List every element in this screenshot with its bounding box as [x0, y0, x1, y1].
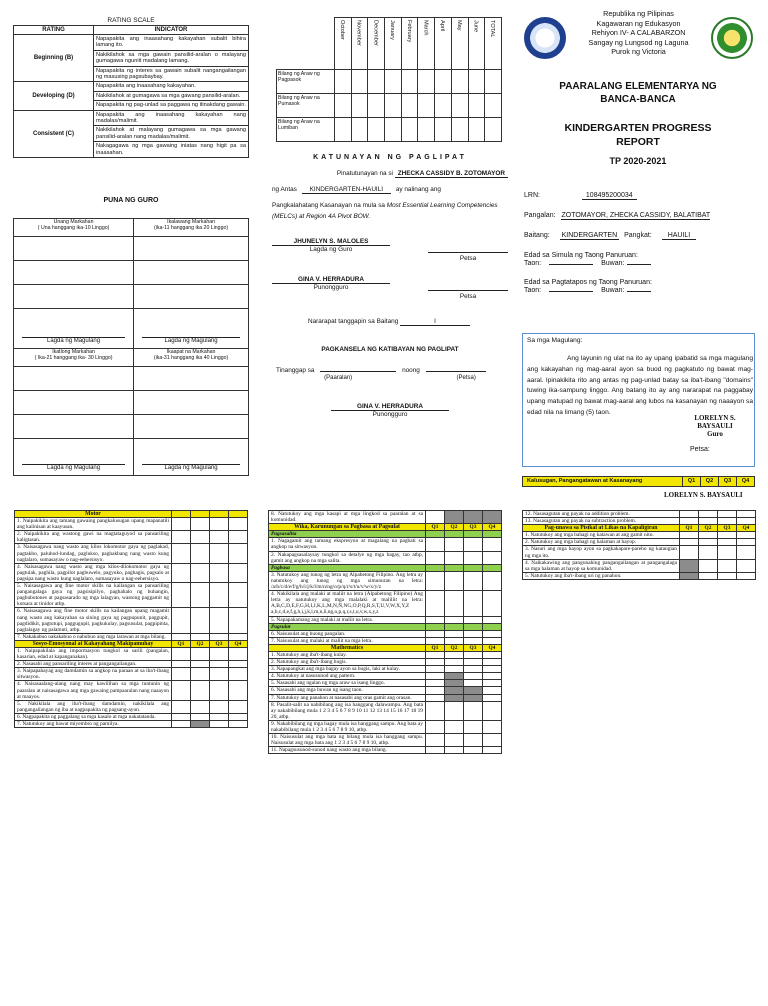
month-header: January [385, 18, 402, 70]
age-end-label: Edad sa Pagtatapos ng Taong Panuruan: [524, 279, 652, 286]
parent-sign-label: Lagda ng Magulang [142, 464, 240, 471]
q-label: Q3 [718, 525, 737, 532]
cert-line-2 [272, 186, 508, 194]
month-header: June [468, 18, 485, 70]
wika-title: Wika, Karunungan sa Pagbasa at Pagsulat [269, 524, 426, 531]
socio-item: 8. Natutukoy ang mga kasapi at mga lingkod sa paaralan at sa komunidad. [269, 511, 426, 524]
sign-cell [14, 439, 134, 476]
math-item: 2. Natutukoy ang iba't-ibang hugis. [269, 659, 426, 666]
cancel-line [272, 367, 508, 374]
socio-item: 7. Natutukoy ang bawat miyembro ng pamilya. [15, 721, 172, 728]
indicator: Nakikilahok sa mga gawain pansilid-aralan o malayang gumagawa nguniit madalang lamang. [94, 50, 249, 66]
cert-grade: KINDERGARTEN-HAUILI [302, 186, 391, 194]
month-header: March [418, 18, 435, 70]
math-item: 3. Napapangkat ang mga bagay ayon sa hugis, laki at kulay. [269, 666, 426, 673]
grade-value: KINDERGARTEN [561, 232, 618, 239]
cert-body-2: Most Essential Learning Competencies (MELCs) at Region 4A Pivot BOW. [272, 202, 498, 220]
parent-letter [522, 333, 755, 467]
section-value: HAUILI [662, 232, 697, 240]
parent-sign-label: Lagda ng Magulang [22, 337, 125, 344]
cancel-school-label: (Paaralan) [324, 375, 353, 381]
indicator: Napapakita ang inaasahang kakayahan. [94, 82, 249, 91]
wika-item: 5. Napapakamang ang malaki at maliit na letra. [269, 616, 426, 623]
header-line: Kagawaran ng Edukasyon [596, 18, 681, 28]
cert-student-name: ZHECKA CASSIDY B. ZOTOMAYOR [395, 170, 508, 178]
math-item: 8. Pasalit-salit na nabibilang ang isa hanggang dalawampu. Ang bata ay nakabibilang mula 1 2 3 4 5 6 7 8 9 10 11 12 13 14 15 16 17 18 19 20, atbp. [269, 701, 426, 720]
socio-item: 3. Naipapahayag ang damdamin sa angkop na paraan at sa iba't-ibang sitwasyon. [15, 668, 172, 681]
comment-cell[interactable] [134, 285, 249, 309]
cancel-noong: noong [402, 367, 420, 374]
indicator: Nakikilahok at gumagawa sa mga gawang pansilid-aralan. [94, 91, 249, 100]
header-line: Purok ng Victoria [611, 47, 666, 57]
wika-item: 4. Nakikilala ang malaki at maliit na letra (Alpabetong Filipino) Ang letra ay natutukoy ang mga malalaki at maliliit na letra: A,B,C,D,E,F,G,H,I,J,K,L,M,N,Ñ,NG,O,P,Q,R,S,T,U,V,W,X,Y,Z a,b,c,d,e,f,g,h,i,j,k,l,m,n,ñ,ng,o,p,q,r,s,t,u,v,w,x,y,z [269, 591, 426, 616]
header-line: Sangay ng Lungsod ng Laguna [588, 37, 689, 47]
pisikal-item: 2. Natutukoy ang mga bahagi ng halaman at hayop. [523, 539, 680, 546]
comment-cell[interactable] [134, 391, 249, 415]
cert-body-1: Pangkalahatang Kasanayan na mula sa [272, 202, 385, 209]
q1-header: Unang Markahan ( Una hanggang ika-10 Linggo) [14, 219, 134, 237]
math-item: 10. Naisusulat ang mga bata ng bilang mula isa hanggang sampu. Naisusulat ang mga bata ang 1 2 3 4 5 6 7 8 9 10, atbp. [269, 734, 426, 747]
socio-title: Sosyo-Emosyonal at Kakayahang Makipamuhay [15, 640, 172, 647]
q-label: Q3 [464, 524, 483, 531]
q-label: Q1 [426, 644, 445, 651]
letter-signer [676, 414, 754, 438]
attendance-row-label: Bilang ng Araw na Pumasok [277, 94, 335, 118]
report-title: KINDERGARTEN PROGRESS REPORT [564, 122, 712, 148]
age-start-label: Edad sa Simula ng Taong Panuruan: [524, 252, 638, 259]
comment-cell[interactable] [14, 261, 134, 285]
q-label: Q2 [699, 525, 718, 532]
attendance-row-label: Bilang ng Araw na Lumiban [277, 118, 335, 142]
school-year: TP 2020-2021 [609, 156, 667, 166]
kalusugan-signer: LORELYN S. BAYSAULI [664, 491, 743, 499]
comment-cell[interactable] [134, 367, 249, 391]
comment-cell[interactable] [14, 415, 134, 439]
cert-ay-nalinang: ay nalinang ang [395, 186, 441, 193]
section-label: Pangkat: [624, 232, 652, 239]
comment-cell[interactable] [14, 391, 134, 415]
student-info [524, 192, 760, 294]
wika-item: 1. Nagagamit ang tamang ekspresyon at magalang na pagbati sa angkop na sitwasyon. [269, 538, 426, 551]
cert-admit-label: Nararapat tanggapin sa Baitang [308, 318, 399, 325]
parent-sign-label: Lagda ng Magulang [142, 337, 240, 344]
cert-admit-grade: I [400, 318, 470, 326]
grade-label: Baitang: [524, 232, 550, 239]
q-label: Q2 [445, 524, 464, 531]
q-label: Q1 [680, 525, 699, 532]
header-line: Republika ng Pilipinas [603, 9, 674, 18]
math-item: 12. Nasasagutan ang payak na addition problem. [523, 511, 680, 518]
math-title: Mathematics [269, 644, 426, 651]
month-header: October [335, 18, 352, 70]
motor-item: 2. Naipakikita ang wastong gawi na magtataguyod sa pansariling kaligtasan. [15, 531, 172, 544]
sign-cell [134, 439, 249, 476]
q-label: Q3 [464, 644, 483, 651]
checklist-col-3 [522, 510, 756, 580]
certificate-title: KATUNAYAN NG PAGLIPAT [313, 154, 467, 161]
wika-item: 7. Naisusulat ang malaki at maliit na mga letra. [269, 637, 426, 644]
pisikal-item: 4. Naikakawing ang pangunahing pangangailangan at pangangalaga sa mga halaman at hayop sa komunidad. [523, 559, 680, 572]
rating-scale-title: RATING SCALE [107, 17, 155, 24]
q-label: Q4 [483, 524, 502, 531]
socio-item: 6. Nagpapakita ng paggalang sa mga kasalo at mga nakatatanda. [15, 713, 172, 720]
pagsulat-subtitle: Pagsulat [269, 623, 426, 630]
pagsasalita-subtitle: Pagsasalita [269, 531, 426, 538]
math-item: 6. Nasasabi ang mga buwan ng isang taon. [269, 687, 426, 694]
socio-item: 1. Naipapakilala ang impormasyon tungkol sa sarili (pangalan, kasarian, edad at kapanganakan). [15, 647, 172, 660]
cancel-principal-name: GINA V. HERRADURA [331, 403, 449, 411]
indicator: Napapakita ang inaasahang kakayahan subalit bihira lamang ito. [94, 35, 249, 51]
math-item: 9. Nakabibilang ng mga bagay mula isa hanggang sampu. Ang bata ay nakabibilang mula 1 2 3 4 5 6 7 8 9 10, atbp. [269, 720, 426, 733]
checklist-col-1 [14, 510, 248, 728]
q-label: Q3 [718, 477, 736, 486]
cert-ng-antas: ng Antas [272, 186, 297, 193]
math-item: 13. Nasasagutan ang payak na subtraction problem. [523, 518, 680, 525]
cert-principal-name: GINA V. HERRADURA [272, 276, 390, 284]
comment-cell[interactable] [134, 261, 249, 285]
wika-item: 2. Nakapagsasalaysay tungkol sa detalye ng mga bagay, tao atbp, gamit ang angkop na mga salita. [269, 551, 426, 564]
q-label: Q4 [737, 525, 756, 532]
cancel-date-label: (Petsa) [456, 375, 476, 381]
pisikal-item: 1. Natutukoy ang mga bahagi ng katawan at ang gamit nito. [523, 532, 680, 539]
attendance [276, 17, 502, 142]
q-label: Q1 [682, 477, 700, 486]
motor-item: 3. Naisasagawa nang wasto ang kilos lokomotor gaya ng paglakad, pagtakbo, paluhod-lundag, paglukso, paghakbang nang wasto kung naglalaro, sumasayaw o nag-eehersisyo. [15, 544, 172, 563]
cert-date-label: Petsa [459, 255, 477, 262]
checklist-col-2 [268, 510, 502, 754]
attendance-corner [277, 18, 335, 70]
cert-teacher-name: JHUNELYN S. MALOLES [272, 238, 390, 246]
kalusugan-banner [522, 476, 755, 487]
cert-pinatutunayan: Pinatutunayan na si [336, 170, 393, 177]
socio-item: 2. Nasasabi ang pansariling interes at pangangailangan. [15, 661, 172, 668]
pisikal-item: 3. Nasuri ang mga hayop ayon sa pagkakapare-pareho ng katangian ng mga ito. [523, 546, 680, 559]
indicator-header: INDICATOR [94, 26, 249, 35]
sign-cell [14, 309, 134, 349]
cert-teacher-sign [272, 238, 508, 262]
math-item: 11. Napagsusunod-sunod nang wasto ang mga bilang. [269, 747, 426, 754]
school-logo-icon [711, 17, 753, 59]
socio-item: 5. Nakikilala ang iba't-ibang damdamin, nakikilala ang pangangailangan ng iba at nagpapakita ng pagsang-ayon. [15, 700, 172, 713]
header-line: Rehiyon IV- A CALABARZON [591, 28, 686, 38]
wika-item: 6. Naisusulat ang buong pangalan. [269, 630, 426, 637]
teacher-comments-title: PUNA NG GURO [103, 197, 159, 204]
comment-cell[interactable] [14, 237, 134, 261]
q-label: Q4 [483, 644, 502, 651]
letter-date: Petsa: [690, 446, 710, 453]
cancel-principal-role: Punongguro [372, 411, 408, 418]
rating-header: RATING [14, 26, 94, 35]
pisikal-title: Pag-unawa sa Pisikal at Likas na Kapaligiran [523, 525, 680, 532]
comment-cell[interactable] [14, 285, 134, 309]
deped-header [566, 9, 711, 57]
q-label: Q3 [210, 640, 229, 647]
cert-principal-sign [272, 276, 508, 300]
month-header: February [401, 18, 418, 70]
math-item: 1. Natutukoy ang iba't-ibang kulay. [269, 651, 426, 658]
month-header: November [351, 18, 368, 70]
cert-date-label: Petsa [459, 293, 477, 300]
motor-title: Motor [15, 511, 172, 518]
q-label: Q2 [191, 640, 210, 647]
motor-item: 1. Naipakikita ang tamang gawaing pangkalusugan upang mapanatili ang kalinisan at kaayusan. [15, 518, 172, 531]
wika-item: 3. Natutukoy ang tunog ng letra ng Alpabetong Filipino. Ang letra ay natutukoy ang tunog ng mga simunuran na letra: /a/b/c/d/e/f/g/h/i/j/k/l/m/n/ng/o/p/q/r/s/t/u/v/w/x/y/z [269, 571, 426, 590]
certificate [272, 150, 508, 418]
indicator: Napapakita ng pag-unlad sa paggawa ng itinakdang gawain. [94, 101, 249, 110]
buwan-label: Buwan: [601, 287, 625, 294]
letter-signer-role: Guro [707, 430, 723, 438]
comment-cell[interactable] [134, 415, 249, 439]
pisikal-item: 5. Natutukoy ang iba't-ibang uri ng panahon. [523, 572, 680, 579]
taon-label: Taon: [524, 260, 542, 267]
indicator: Nakikilahok at malayang gumagawa sa mga gawang pansilid-aralan nang madalas/malimit. [94, 126, 249, 142]
level-consistent: Consistent (C) [14, 110, 94, 157]
math-item: 4. Natutukoy at nasusunod ang pattern. [269, 673, 426, 680]
name-label: Pangalan: [524, 212, 556, 219]
q-label: Q2 [445, 644, 464, 651]
cert-body [272, 200, 508, 222]
lrn-value: 108495200034 [582, 192, 637, 200]
motor-item: 6. Naisasagawa ang fine motor skills na kailangan upang magamit nang wasto ang kakayahan sa sining gaya ng pagpupunit, paggupit, pagdidikit, pagtutupi, paggugupit, pagkukulay, pagsusulat, pagpipinta, paglalagay ng palamuti, atbp. [15, 608, 172, 633]
comment-cell[interactable] [134, 237, 249, 261]
cert-line-1 [272, 170, 508, 178]
cancel-received: Tinanggap sa [276, 367, 315, 374]
cert-principal-role: Punongguro [313, 284, 349, 291]
indicator: Napapakita ang inaasahang kakayahan nang madalas/malimit. [94, 110, 249, 126]
q4-header: Ikaapat na Markahan (ika-31 hanggang ika 40 Linggo) [134, 349, 249, 367]
q3-header: Ikatlong Markahan ( Ika-21 hanggang ika- 30 Linggo) [14, 349, 134, 367]
math-item: 7. Natutukoy ang panahon at nasasabi ang oras gamit ang orasan. [269, 694, 426, 701]
q-label: Q1 [426, 524, 445, 531]
math-item: 5. Nasasabi ang ngalan ng mga araw sa isang linggo. [269, 680, 426, 687]
deped-seal-icon [524, 17, 566, 59]
name-value: ZOTOMAYOR, ZHECKA CASSIDY, BALATIBAT [561, 212, 711, 219]
buwan-label: Buwan: [601, 260, 625, 267]
pagbasa-subtitle: Pagbasa [269, 564, 426, 571]
month-header: May [451, 18, 468, 70]
level-beginning: Beginning (B) [14, 35, 94, 82]
parent-sign-label: Lagda ng Magulang [22, 464, 125, 471]
cert-admit [272, 318, 508, 326]
indicator: Napapakita ng interes sa gawain subalit nangangailangan ng masusing pagsubaybay. [94, 66, 249, 82]
letter-body: Ang layunin ng ulat na ito ay upang ipabatid sa mga magulang ang kakayahan ng mag-aaral ayon sa buod ng pagkatuto ng bawat mag-aaral. Ipinakikita rito ang antas ng pag-unlad batay sa iba't-ibang "domains" tuwing ika-sampung linggo. Ang batang ito ay ang nararapat na paggabay upang matupad ng bawat mag-aaral ang lubos na kasanayan ng naaayon sa edad nila na limang (5) taon. [527, 355, 753, 416]
school-name: PAARALANG ELEMENTARYA NG BANCA-BANCA [559, 81, 717, 105]
attendance-row-label: Bilang ng Araw ng Pagpasok [277, 70, 335, 94]
letter-salutation: Sa mga Magulang: [527, 337, 583, 344]
lrn-label: LRN: [524, 192, 540, 199]
rating-scale [13, 17, 249, 158]
taon-label: Taon: [524, 287, 542, 294]
socio-item: 4. Naisasaalang-alang nang may kawilihan sa mga tuntunin ng paaralan at naisasagawa ang mga gawaing pampaaralan nang naaayon at maayos. [15, 681, 172, 700]
level-developing: Developing (D) [14, 82, 94, 110]
month-header: April [435, 18, 452, 70]
kalusugan-title: Kalusugan, Pangangatawan at Kasanayang [527, 478, 643, 484]
comment-cell[interactable] [14, 367, 134, 391]
rating-table [13, 25, 249, 158]
letter-signer-name: LORELYN S. BAYSAULI [694, 414, 736, 430]
q-label: Q4 [229, 640, 248, 647]
motor-item: 7. Nakakabuo nakakabuo o nabubuo ang mga larawan at mga bilang. [15, 633, 172, 640]
motor-item: 5. Naisasagawa ang fine motor skills na kailangan sa pansariling pangangalaga gaya ng pagsisipilyo, paghahalo ng buhangin, pagbubutones at pagsasarado ng mga lalagyan, wastong paggamit ng kutsara at tinidor atbp. [15, 583, 172, 608]
teacher-comments [13, 218, 249, 476]
indicator: Nakagagawa ng mga gawaing iniatas nang higit pa sa inaasahan. [94, 142, 249, 158]
q-label: Q1 [172, 640, 191, 647]
motor-item: 4. Naisasagawa nang wasto ang mga kilos-dilokomotor gaya ng pagtulak, paghila, pagpilot pagbuwelo, pagyuko, paghagis, pagsalo at pagsipa nang wasto kung naglalaro, sumasayaw o nag-eehersisyo. [15, 563, 172, 582]
q2-header: Ikalawang Markahan (ika-11 hanggang ika 20 Linggo) [134, 219, 249, 237]
month-header: TOTAL [485, 18, 502, 70]
cert-teacher-role: Lagda ng Guro [309, 246, 353, 253]
sign-cell [134, 309, 249, 349]
q-label: Q2 [700, 477, 718, 486]
month-header: December [368, 18, 385, 70]
cancel-title: PAGKANSELA NG KATIBAYAN NG PAGLIPAT [321, 346, 459, 353]
q-label: Q4 [736, 477, 754, 486]
